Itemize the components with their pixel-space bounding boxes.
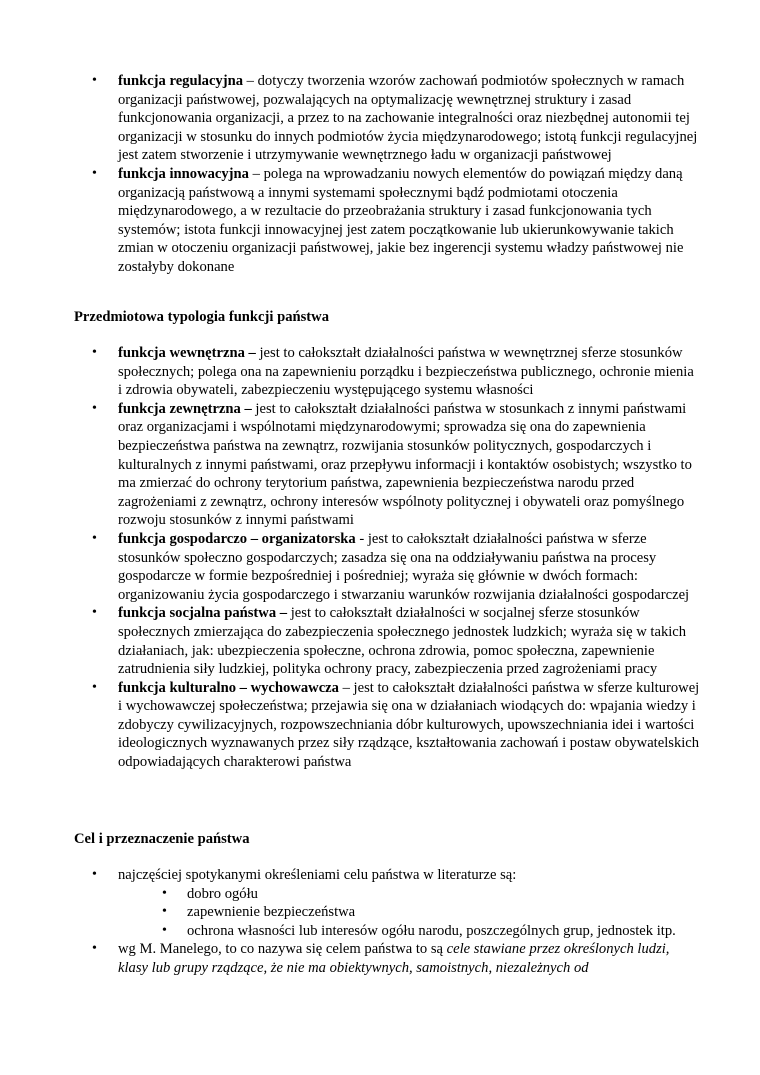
term-label: funkcja zewnętrzna – [118,400,252,417]
bullet-icon: • [162,922,167,938]
section-heading: Cel i przeznaczenie państwa [74,831,250,847]
item-text: – jest to całokształt działalności państwa w sferze kulturowej i wychowawczej społeczeństwa; przejawia się ona w działaniach wiodących do: wpajania wiedzy i zdobyczy cywilizacyjnych, rozpowszechniania dóbr kulturowych, upowszechniania idei i wartości ideologicznych wyznawanych przez siły rządzące, kształtowania zachowań i postaw obywatelskich odpowiadających charakterowi państwa [118,679,700,771]
item-text: jest to całokształt działalności w socjalnej sferze stosunków społecznych zmierzająca do zabezpieczenia społecznego jednostek ludzkich; wyraża się w takich działaniach, jak: ubezpieczenia społeczne, ochrona zdrowia, pomoc społeczna, zapewnienie zatrudnienia siły ludzkiej, polityka ochrony pracy, zabezpieczenia przed zagrożeniami pracy [118,605,687,678]
item-italic-text: cele stawiane przez określonych ludzi, klasy lub grupy rządzące, że nie ma obiektywnych, samoistnych, niezależnych od [118,941,670,976]
list-item [0,400,760,530]
term-label: funkcja kulturalno – wychowawcza [118,679,339,696]
function-list-1 [0,72,760,277]
function-list-2 [0,344,760,772]
list-item [0,530,760,604]
bullet-icon: • [92,530,97,546]
list-item [0,679,760,772]
term-label: funkcja gospodarczo – organizatorska [118,530,356,547]
item-text: zapewnienie bezpieczeństwa [187,904,356,921]
sub-list-item [0,903,760,922]
item-text: ochrona własności lub interesów ogółu narodu, poszczególnych grup, jednostek itp. [187,922,676,939]
goal-list [0,866,760,978]
item-text: najczęściej spotykanymi określeniami celu państwa w literaturze są: [118,867,517,883]
bullet-icon: • [92,73,97,88]
item-text: wg M. Manelego, to co nazywa się celem państwa to są [118,941,447,958]
bullet-icon: • [92,867,97,882]
bullet-icon: • [162,885,167,901]
bullet-icon: • [162,904,167,920]
item-text: – dotyczy tworzenia wzorów zachowań podmiotów społecznych w ramach organizacji państwowej, pozwalających na optymalizację wewnętrznej struktury i zasad funkcjonowania organizacji, a przez to na zachowanie integralności oraz niezbędnej autonomii tej organizacji w stosunku do innych podmiotów życia międzynarodowego; istotą funkcji regulacyjnej jest zatem stworzenie i utrzymywanie wewnętrznego ładu w organizacji państwowej [118,73,698,164]
list-item [0,940,760,977]
sub-list-item [0,885,760,904]
item-text: jest to całokształt działalności państwa w stosunkach z innymi państwami oraz organizacjami i wspólnotami międzynarodowymi; sprowadza się ona do zapewnienia bezpieczeństwa państwa na zewnątrz, rozwijania stosunków politycznych, gospodarczych i kulturalnych z innymi państwami, oraz przepływu informacji i kontaktów osobistych; wszystko to ma zmierzać do ochrony terytorium państwa, zapewnienia bezpieczeństwa narodu przed zagrożeniami z zewnątrz, ochrony interesów wspólnoty politycznej i obywateli oraz pomyślnego rozwoju stosunków z innymi państwami [118,400,692,529]
bullet-icon: • [92,679,97,695]
item-text: - jest to całokształt działalności państwa w sferze stosunków społeczno gospodarczych; zasadza się ona na oddziaływaniu państwa na procesy gospodarcze w formie bezpośredniej i pośredniej; wyraża się głównie w dwóch formach: organizowaniu życia gospodarczego i stwarzaniu warunków rozwijania działalności gospodarczej [118,530,690,603]
item-text: dobro ogółu [187,885,258,902]
bullet-icon: • [92,165,97,181]
list-item [0,165,760,277]
term-label: funkcja wewnętrzna – [118,345,256,361]
list-item [0,866,760,885]
list-item [0,604,760,678]
bullet-icon: • [92,941,97,957]
list-item [0,344,760,400]
bullet-icon: • [92,400,97,416]
bullet-icon: • [92,605,97,621]
sub-list-item [0,922,760,941]
item-text: jest to całokształt działalności państwa w wewnętrznej sferze stosunków społecznych; polega ona na zapewnieniu porządku i bezpieczeństwa publicznego, ochronie mienia i zdrowia obywateli, zabezpieczeniu występującego systemu własności [118,345,694,399]
item-text: – polega na wprowadzaniu nowych elementów do powiązań między daną organizacją państwową a innymi systemami społecznymi bądź podmiotami otoczenia międzynarodowego, a w rezultacie do przeobrażania struktury i zasad funkcjonowania tych systemów; istota funkcji innowacyjnej jest zatem początkowanie lub ukierunkowywanie takich zmian w otoczeniu organizacji państwowej, jakie bez ingerencji systemu władzy państwowej nie zostałyby dokonane [118,165,684,275]
bullet-icon: • [92,345,97,360]
term-label: funkcja regulacyjna [118,73,243,89]
list-item [0,72,760,165]
term-label: funkcja innowacyjna [118,165,249,182]
section-heading: Przedmiotowa typologia funkcji państwa [74,309,329,325]
term-label: funkcja socjalna państwa – [118,605,288,622]
